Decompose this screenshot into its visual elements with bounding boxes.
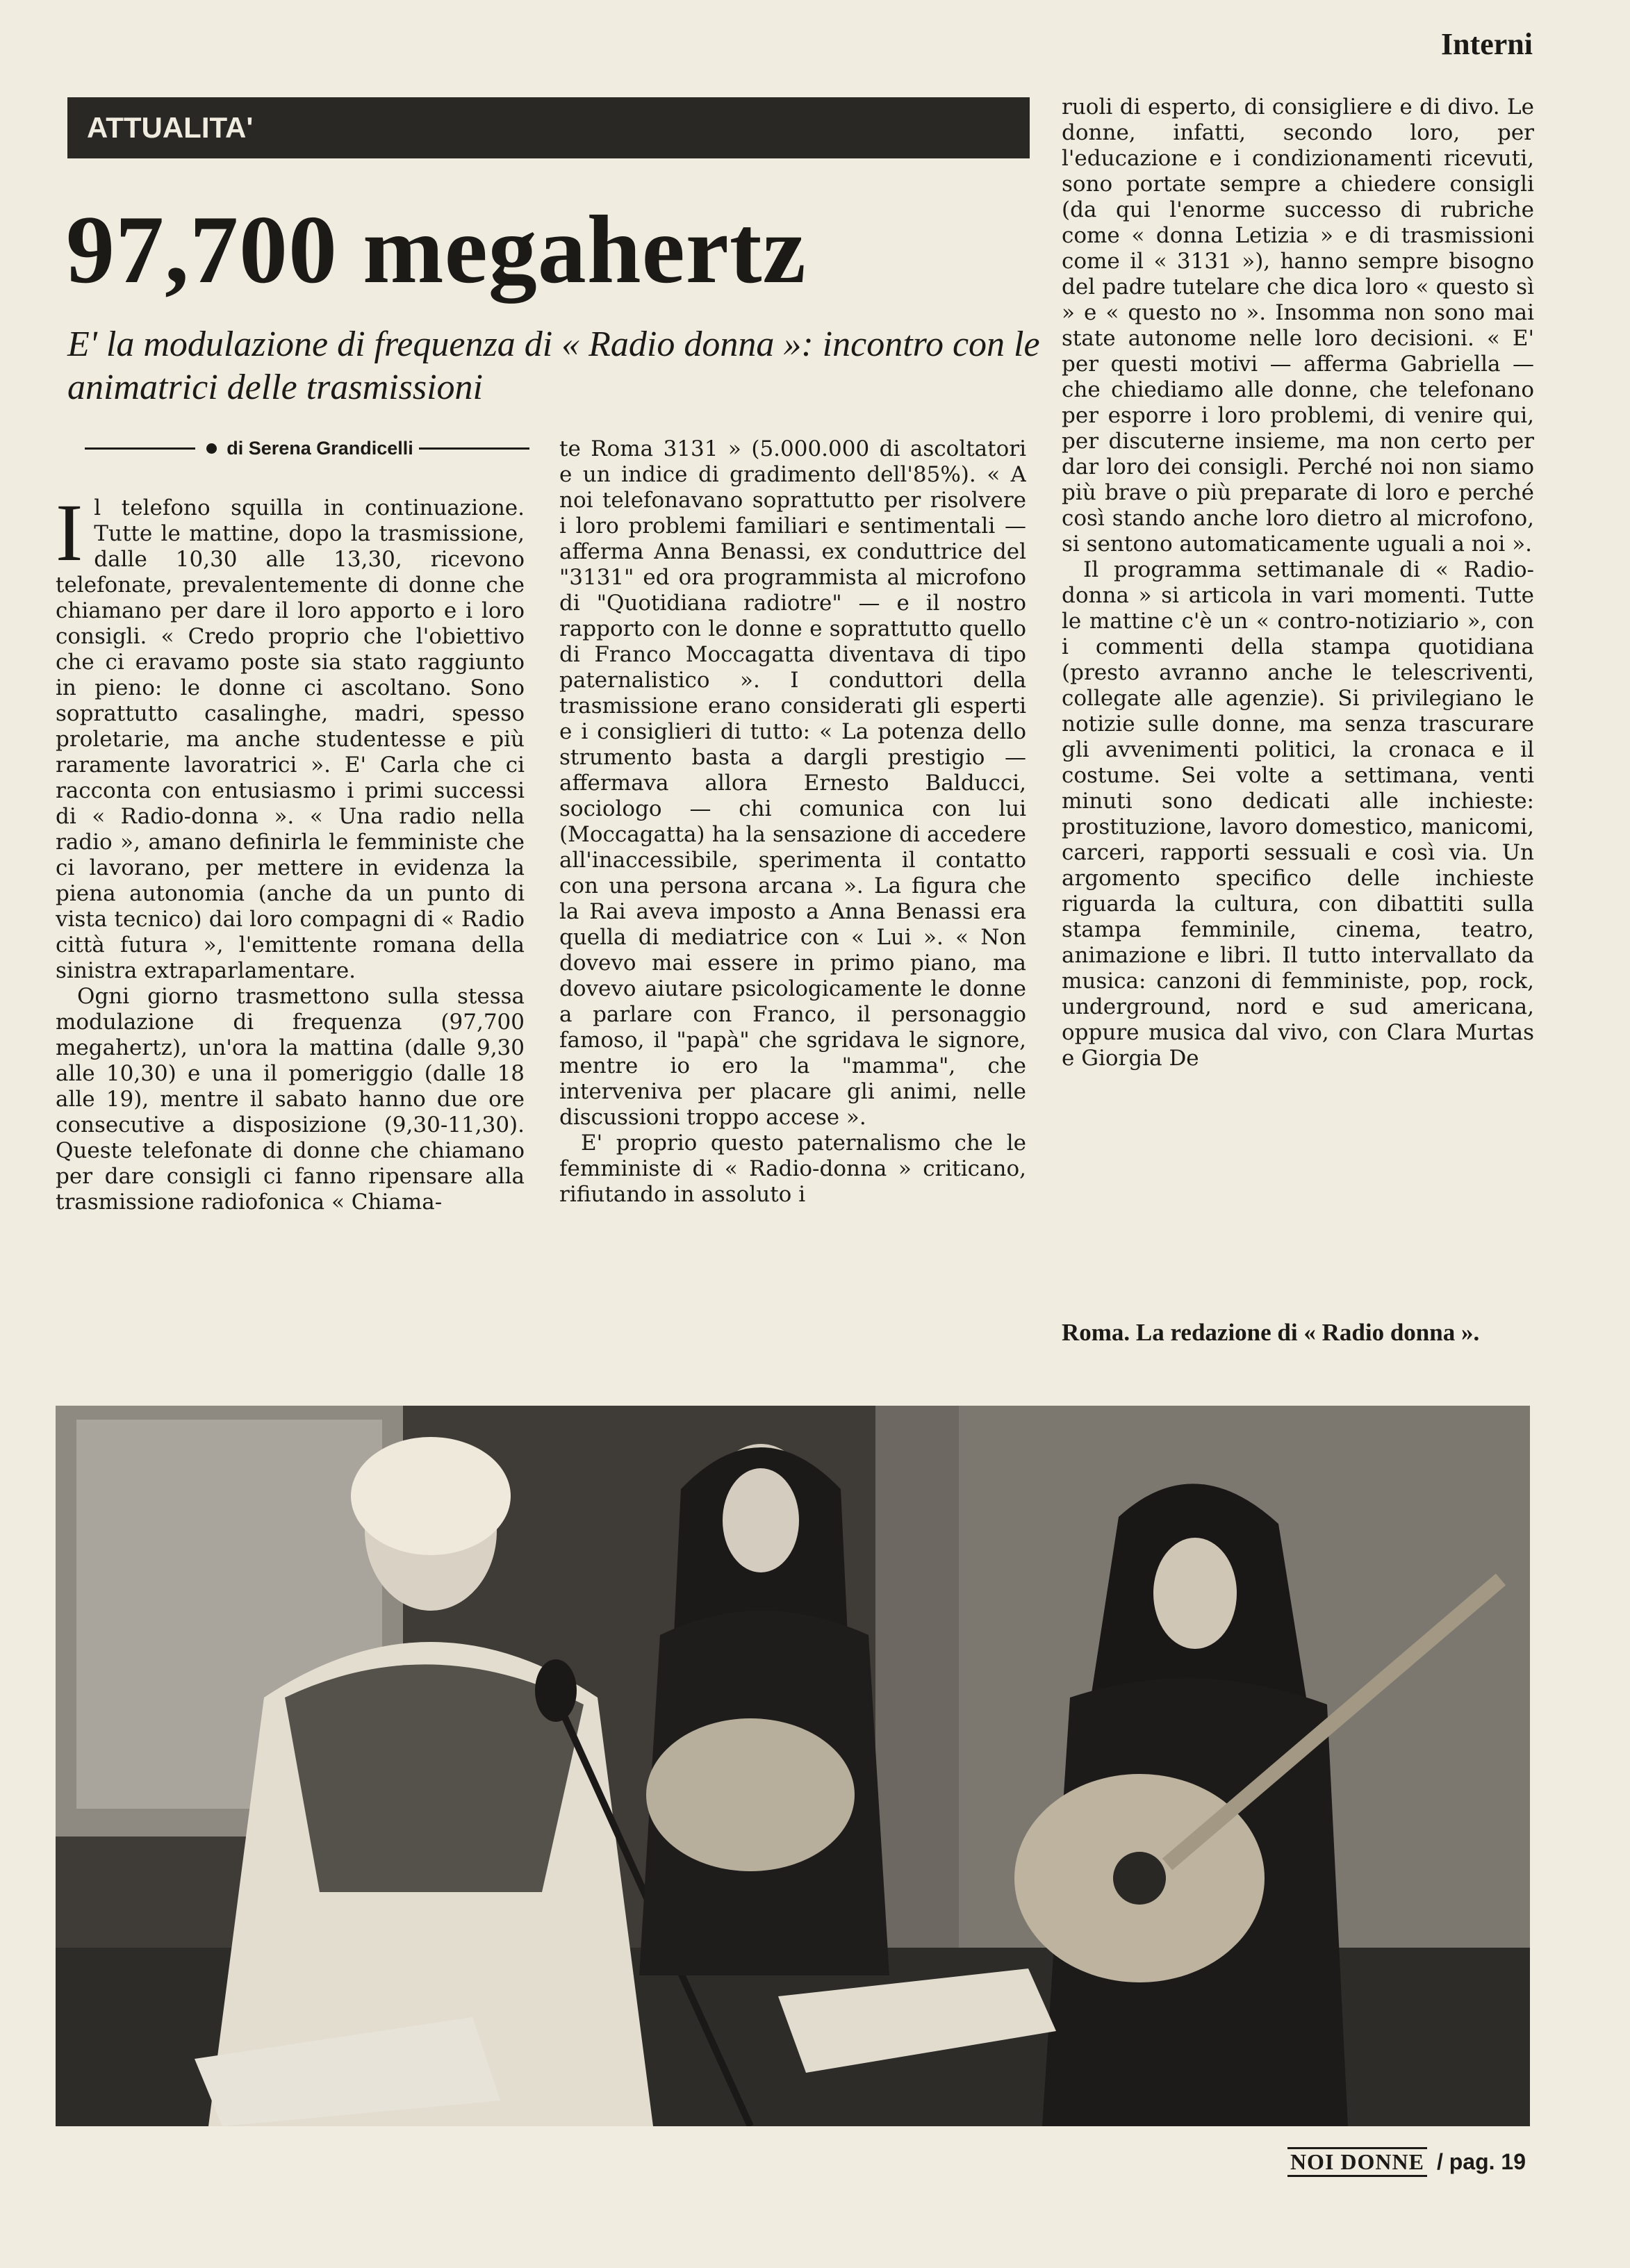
article-column-1 bbox=[56, 495, 525, 1371]
article-column-2 bbox=[559, 436, 1026, 1371]
drop-cap: I bbox=[56, 495, 83, 578]
byline bbox=[85, 438, 529, 459]
byline-author: di Serena Grandicelli bbox=[227, 438, 413, 459]
section-label: Interni bbox=[1441, 27, 1533, 61]
headline: 97,700 megahertz bbox=[66, 196, 807, 304]
photo-illustration bbox=[56, 1406, 1530, 2126]
section-kicker: ATTUALITA' bbox=[67, 97, 1030, 158]
article-column-3 bbox=[1062, 94, 1534, 1290]
byline-rule-right bbox=[419, 447, 529, 450]
photo-radio-donna-editorial-staff bbox=[56, 1406, 1530, 2126]
subheadline: E' la modulazione di frequenza di « Radio donna »: incontro con le animatrici delle trasmissioni bbox=[67, 324, 1040, 407]
bullet-icon bbox=[206, 443, 217, 454]
page-number: / pag. 19 bbox=[1436, 2149, 1526, 2174]
photo-caption: Roma. La redazione di « Radio donna ». bbox=[1062, 1319, 1480, 1346]
article-text-1: l telefono squilla in continuazione. Tutte le mattine, dopo la trasmissione, dalle 10,30 alle 13,30, ricevono telefonate, prevalentemente di donne che chiamano per dare il loro apporto e i loro consigli. « Credo proprio che l'obiettivo che ci eravamo poste sia stato raggiunto in pieno: le donne ci ascoltano. Sono soprattutto casalinghe, madri, spesso proletarie, ma anche studentesse e più raramente lavoratrici ». E' Carla che ci racconta con entusiasmo i primi successi di « Radio-donna ». « Una radio nella radio », amano definirla le femministe che ci lavorano, per mettere in evidenza la piena autonomia (anche da un punto di vista tecnico) dai loro compagni di « Radio città futura », l'emittente romana della sinistra extraparlamentare. Ogni giorno trasmettono sulla stessa modulazione di frequenza (97,700 megahertz), un'ora la mattina (dalle 9,30 alle 10,30) e una il pomeriggio (dalle 18 alle 19), mentre il sabato hanno due ore consecutive a disposizione (9,30-11,30). Queste telefonate di donne che chiamano per dare consigli ci fanno ripensare alla trasmissione radiofonica « Chiama- bbox=[56, 495, 525, 1215]
byline-rule-left bbox=[85, 447, 195, 450]
magazine-masthead: NOI DONNE bbox=[1287, 2147, 1427, 2177]
article-text-2: te Roma 3131 » (5.000.000 di ascoltatori e un indice di gradimento dell'85%). « A noi telefonavano soprattutto per risolvere i loro problemi familiari e sentimentali — afferma Anna Benassi, ex conduttrice del "3131" ed ora programmista al microfono di "Quotidiana radiotre" — e il nostro rapporto con le donne e soprattutto quello di Franco Moccagatta diventava di tipo paternalistico ». I conduttori della trasmissione erano considerati gli esperti e i consiglieri di tutto: « La potenza dello strumento basta a dargli prestigio — affermava allora Ernesto Balducci, sociologo — chi comunica con lui (Moccagatta) ha la sensazione di accedere all'inaccessibile, sperimenta il contatto con una persona arcana ». La figura che la Rai aveva imposto a Anna Benassi era quella di mediatrice con « Lui ». « Non dovevo mai essere in primo piano, ma dovevo aiutare psicologicamente le donne a parlare con Franco, il personaggio famoso, il "papà" che sgridava le signore, mentre io ero la "mamma", che interveniva per placare gli animi, nelle discussioni troppo accese ». E' proprio questo paternalismo che le femministe di « Radio-donna » criticano, rifiutando in assoluto i bbox=[559, 436, 1026, 1207]
page-footer bbox=[1287, 2147, 1526, 2177]
article-text-3: ruoli di esperto, di consigliere e di divo. Le donne, infatti, secondo loro, per l'educazione e i condizionamenti ricevuti, sono portate sempre a chiedere consigli (da qui l'enorme successo di rubriche come « donna Letizia » e di trasmissioni come il « 3131 »), hanno sempre bisogno del padre tutelare che dica loro « questo sì » e « questo no ». Insomma non sono mai state autonome nelle loro decisioni. « E' per questi motivi — afferma Gabriella — che chiediamo alle donne, che telefonano per esporre i loro problemi, di venire qui, per discuterne insieme, ma non certo per dar loro dei consigli. Perché noi non siamo più brave o più preparate di loro e perché così stando anche loro dietro al microfono, si sentono automaticamente uguali a noi ». Il programma settimanale di « Radio-donna » si articola in vari momenti. Tutte le mattine c'è un « contro-notiziario », con i commenti della stampa quotidiana (presto avranno anche le telescriventi, collegate alle agenzie). Si privilegiano le notizie sulle donne, ma senza trascurare gli avvenimenti politici, la cronaca e il costume. Sei volte a settimana, venti minuti sono dedicati alle inchieste: prostituzione, lavoro domestico, manicomi, carceri, rapporti sessuali e così via. Un argomento specifico delle inchieste riguarda la cultura, con dibattiti sulla stampa femminile, cinema, teatro, animazione e libri. Il tutto intervallato da musica: canzoni di femministe, pop, rock, underground, nord e sud americana, oppure musica dal vivo, con Clara Murtas e Giorgia De bbox=[1062, 94, 1534, 1071]
